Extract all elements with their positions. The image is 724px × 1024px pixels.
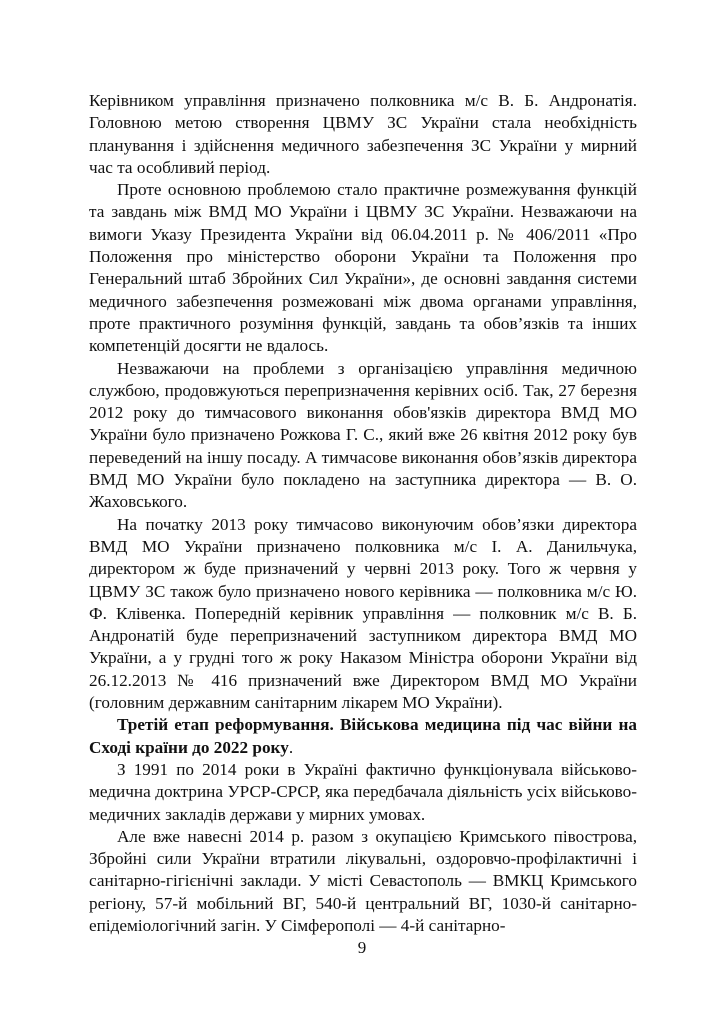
- section-heading-period: .: [288, 737, 294, 757]
- paragraph-4: На початку 2013 року тимчасово виконуючим обов’язки директора ВМД МО України призначено полковника м/с І. А. Данильчука, директором ж буде призначений у червні 2013 року. Того ж червня у ЦВМУ ЗС також було призначено нового керівника — полковника м/с Ю. Ф. Клівенка. Попередній керівник управління — полковник м/с В. Б. Андронатій буде перепризначений заступником директора ВМД МО України, а у грудні того ж року Наказом Міністра оборони України від 26.12.2013 № 416 призначений вже Директором ВМД МО України (головним державним санітарним лікарем МО України).: [89, 514, 637, 713]
- paragraph-3: Незважаючи на проблеми з організацією управління медичною службою, продовжуються перепризначення керівних осіб. Так, 27 березня 2012 року до тимчасового виконання обов'язків директора ВМД МО України було призначено Рожкова Г. С., який вже 26 квітня 2012 року був переведений на іншу посаду. А тимчасове виконання обов’язків директора ВМД МО України було покладено на заступника директора — В. О. Жаховського.: [89, 358, 637, 512]
- section-heading: [89, 714, 637, 759]
- document-page: [89, 90, 637, 937]
- paragraph-5: З 1991 по 2014 роки в Україні фактично функціонувала військово-медична доктрина УРСР-СРСР, яка передбачала діяльність усіх військово-медичних закладів держави у мирних умовах.: [89, 759, 637, 824]
- paragraph-1: Керівником управління призначено полковника м/с В. Б. Андронатія. Головною метою створення ЦВМУ ЗС України стала необхідність планування і здійснення медичного забезпечення ЗС України у мирний час та особливий період.: [89, 91, 637, 177]
- page-number: 9: [357, 938, 367, 957]
- paragraph-2: Проте основною проблемою стало практичне розмежування функцій та завдань між ВМД МО України і ЦВМУ ЗС України. Незважаючи на вимоги Указу Президента України від 06.04.2011 р. № 406/2011 «Про Положення про міністерство оборони України та Положення про Генеральний штаб Збройних Сил України», де основні завдання системи медичного забезпечення розмежовані між двома органами управління, проте практичного розуміння функцій, завдань та обов’язків та інших компетенцій досягти не вдалось.: [89, 180, 637, 356]
- section-heading-text: Третій етап реформування. Військова медицина під час війни на Сході країни до 2022 року: [89, 715, 637, 757]
- paragraph-6: Але вже навесні 2014 р. разом з окупацією Кримського півострова, Збройні сили України втратили лікувальні, оздоровчо-профілактичні і санітарно-гігієнічні заклади. У місті Севастополь — ВМКЦ Кримського регіону, 57-й мобільний ВГ, 540-й центральний ВГ, 1030-й санітарно-епідеміологічний загін. У Сімферополі — 4-й санітарно-: [89, 826, 637, 935]
